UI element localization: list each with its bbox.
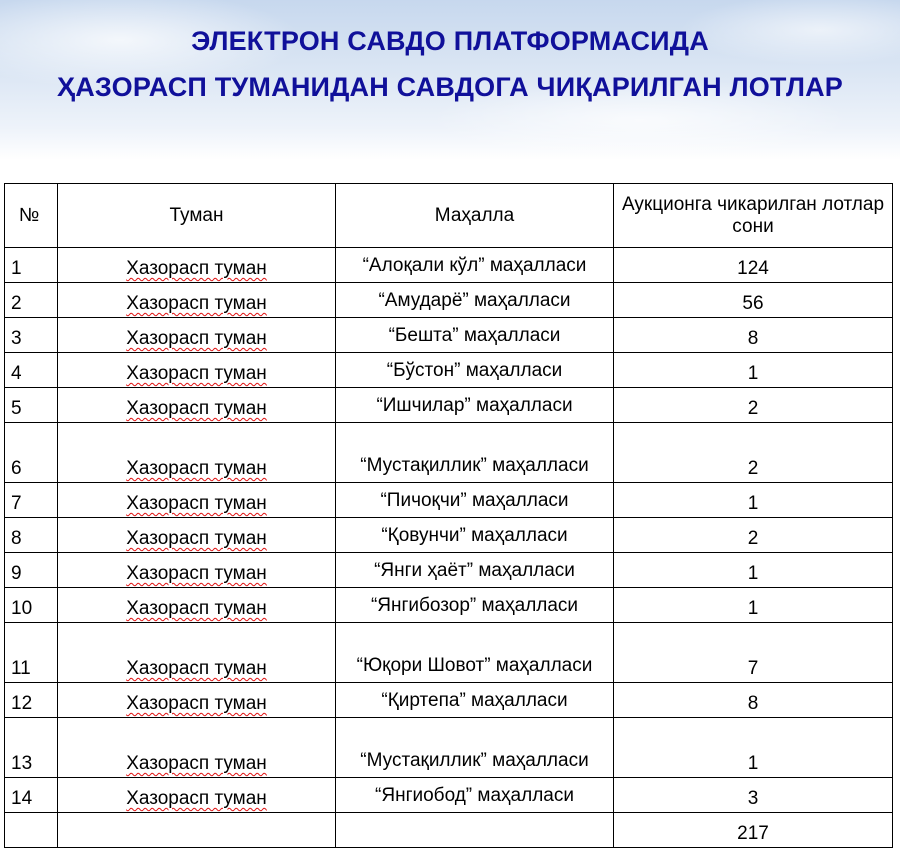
lot-count-cell-text: 3 (747, 788, 759, 809)
row-number-text: 11 (11, 658, 31, 679)
mahalla-cell (336, 483, 614, 518)
district-cell-text: Хазорасп туман (126, 753, 267, 774)
table-row (5, 283, 893, 318)
table-row (5, 553, 893, 588)
lot-count-cell (614, 423, 893, 483)
header-district: Туман (58, 184, 336, 248)
mahalla-cell-text: “Янгибозор” маҳалласи (370, 595, 579, 616)
lot-count-cell (614, 623, 893, 683)
district-cell-text: Хазорасп туман (126, 598, 267, 619)
row-number (5, 623, 58, 683)
district-cell (58, 623, 336, 683)
lot-count-cell (614, 483, 893, 518)
row-number (5, 248, 58, 283)
row-number (5, 683, 58, 718)
district-cell (58, 683, 336, 718)
mahalla-cell (336, 588, 614, 623)
empty-cell (336, 813, 614, 848)
row-number-text: 13 (11, 753, 33, 774)
lot-count-cell-text: 1 (747, 363, 759, 384)
district-cell (58, 248, 336, 283)
district-cell-text: Хазорасп туман (126, 658, 267, 679)
lot-count-cell (614, 683, 893, 718)
lot-count-cell (614, 553, 893, 588)
mahalla-cell (336, 683, 614, 718)
lot-count-cell-text: 1 (747, 563, 759, 584)
row-number-text: 3 (11, 328, 22, 349)
mahalla-cell (336, 248, 614, 283)
district-cell (58, 353, 336, 388)
lot-count-cell (614, 248, 893, 283)
mahalla-cell-text: “Мустақиллик” маҳалласи (360, 455, 589, 476)
mahalla-cell-text: “Амударё” маҳалласи (378, 290, 571, 311)
district-cell-text: Хазорасп туман (126, 328, 267, 349)
mahalla-cell-text: “Қовунчи” маҳалласи (381, 525, 568, 546)
row-number-text: 10 (11, 598, 33, 619)
row-number (5, 518, 58, 553)
table-row (5, 248, 893, 283)
mahalla-cell-text: “Қиртепа” маҳалласи (381, 690, 568, 711)
table-row (5, 353, 893, 388)
lot-count-cell-text: 1 (747, 598, 759, 619)
row-number-text: 1 (11, 258, 22, 279)
mahalla-cell-text: “Бешта” маҳалласи (388, 325, 561, 346)
mahalla-cell-text: “Янгиобод” маҳалласи (375, 785, 574, 806)
lot-count-cell (614, 518, 893, 553)
mahalla-cell (336, 623, 614, 683)
total-lot-count: 217 (614, 813, 893, 848)
lot-count-cell-text: 124 (737, 258, 769, 279)
row-number (5, 423, 58, 483)
mahalla-cell (336, 553, 614, 588)
lot-count-cell-text: 56 (742, 293, 764, 314)
lot-count-cell (614, 353, 893, 388)
table-row (5, 778, 893, 813)
lot-count-cell-text: 2 (747, 398, 759, 419)
row-number (5, 388, 58, 423)
lot-count-cell-text: 2 (747, 458, 759, 479)
table-header-row (5, 184, 893, 248)
mahalla-cell (336, 718, 614, 778)
row-number-text: 14 (11, 788, 33, 809)
mahalla-cell (336, 353, 614, 388)
district-cell (58, 718, 336, 778)
row-number-text: 9 (11, 563, 22, 584)
lot-count-cell-text: 7 (747, 658, 759, 679)
table-row (5, 423, 893, 483)
district-cell (58, 518, 336, 553)
row-number (5, 778, 58, 813)
mahalla-cell-text: “Ишчилар” маҳалласи (376, 395, 573, 416)
empty-cell (5, 813, 58, 848)
row-number (5, 718, 58, 778)
lot-count-cell-text: 8 (747, 693, 759, 714)
table-row (5, 318, 893, 353)
mahalla-cell-text: “Бўстон” маҳалласи (386, 360, 563, 381)
lots-table (4, 183, 893, 848)
header-mahalla: Маҳалла (336, 184, 614, 248)
mahalla-cell (336, 388, 614, 423)
mahalla-cell-text: “Алоқали кўл” маҳалласи (362, 255, 587, 276)
mahalla-cell-text: “Мустақиллик” маҳалласи (360, 750, 589, 771)
district-cell-text: Хазорасп туман (126, 693, 267, 714)
lot-count-cell-text: 2 (747, 528, 759, 549)
table-row (5, 623, 893, 683)
lot-count-cell-text: 1 (747, 493, 759, 514)
district-cell (58, 388, 336, 423)
mahalla-cell (336, 423, 614, 483)
district-cell-text: Хазорасп туман (126, 563, 267, 584)
lot-count-cell (614, 283, 893, 318)
table-row (5, 683, 893, 718)
mahalla-cell (336, 283, 614, 318)
table-row (5, 718, 893, 778)
row-number (5, 588, 58, 623)
table-row (5, 518, 893, 553)
district-cell (58, 318, 336, 353)
row-number (5, 353, 58, 388)
total-row (5, 813, 893, 848)
district-cell (58, 423, 336, 483)
district-cell-text: Хазорасп туман (126, 398, 267, 419)
row-number (5, 553, 58, 588)
lot-count-cell (614, 778, 893, 813)
mahalla-cell (336, 318, 614, 353)
table-row (5, 483, 893, 518)
lot-count-cell (614, 388, 893, 423)
district-cell (58, 553, 336, 588)
header-number: № (5, 184, 58, 248)
table-row (5, 588, 893, 623)
district-cell-text: Хазорасп туман (126, 493, 267, 514)
header-banner (0, 0, 900, 160)
mahalla-cell (336, 778, 614, 813)
empty-cell (58, 813, 336, 848)
mahalla-cell-text: “Юқори Шовот” маҳалласи (356, 655, 593, 676)
row-number-text: 7 (11, 493, 22, 514)
lot-count-cell (614, 318, 893, 353)
district-cell (58, 283, 336, 318)
title-line-2: ҲАЗОРАСП ТУМАНИДАН САВДОГА ЧИҚАРИЛГАН ЛОТЛАР (57, 72, 843, 102)
row-number-text: 5 (11, 398, 22, 419)
table-row (5, 388, 893, 423)
lot-count-cell (614, 588, 893, 623)
district-cell (58, 588, 336, 623)
header-lot-count: Аукционга чикарилган лотлар сони (614, 184, 893, 248)
row-number (5, 483, 58, 518)
mahalla-cell-text: “Пичоқчи” маҳалласи (380, 490, 569, 511)
lot-count-cell-text: 1 (747, 753, 759, 774)
district-cell (58, 778, 336, 813)
district-cell-text: Хазорасп туман (126, 293, 267, 314)
title-line-1: ЭЛЕКТРОН САВДО ПЛАТФОРМАСИДА (191, 26, 709, 56)
district-cell-text: Хазорасп туман (126, 788, 267, 809)
lot-count-cell (614, 718, 893, 778)
row-number-text: 12 (11, 693, 33, 714)
district-cell-text: Хазорасп туман (126, 528, 267, 549)
row-number-text: 8 (11, 528, 22, 549)
row-number-text: 6 (11, 458, 22, 479)
mahalla-cell (336, 518, 614, 553)
row-number (5, 283, 58, 318)
row-number-text: 2 (11, 293, 22, 314)
row-number-text: 4 (11, 363, 22, 384)
district-cell-text: Хазорасп туман (126, 363, 267, 384)
district-cell-text: Хазорасп туман (126, 258, 267, 279)
lot-count-cell-text: 8 (747, 328, 759, 349)
district-cell-text: Хазорасп туман (126, 458, 267, 479)
mahalla-cell-text: “Янги ҳаёт” маҳалласи (374, 560, 575, 581)
row-number (5, 318, 58, 353)
district-cell (58, 483, 336, 518)
